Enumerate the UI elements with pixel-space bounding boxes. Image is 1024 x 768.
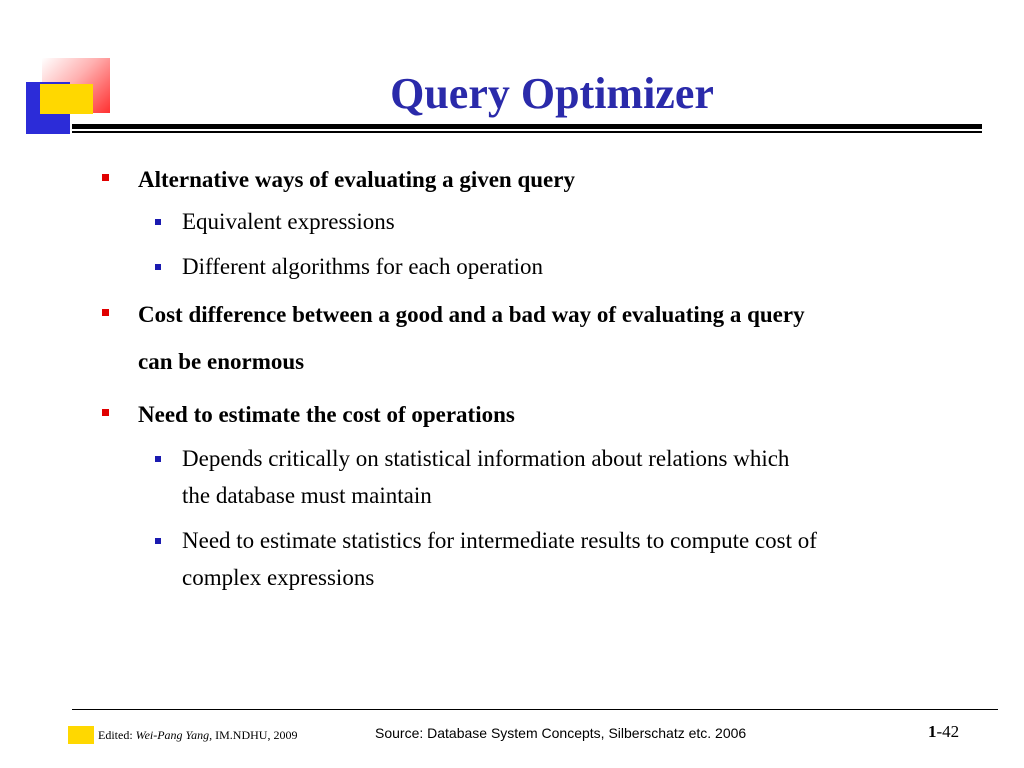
square-bullet-icon	[155, 538, 161, 544]
bullet-1	[98, 156, 978, 203]
bullet-3-text: Need to estimate the cost of operations	[138, 402, 515, 427]
footer-credit	[98, 728, 297, 743]
bullet-3-sub-1	[98, 440, 978, 514]
square-bullet-icon	[102, 409, 109, 416]
bullet-2	[98, 291, 978, 385]
footer-editor: Wei-Pang Yang,	[135, 728, 213, 742]
bullet-3	[98, 391, 978, 438]
square-bullet-icon	[102, 309, 109, 316]
bullet-3-sub-2	[98, 522, 978, 596]
footer-edited-label: Edited:	[98, 728, 136, 742]
bullet-3-sub-1-line2: the database must maintain	[182, 483, 432, 508]
bullet-2-text-line2: can be enormous	[138, 349, 305, 374]
footer-org: IM.NDHU, 2009	[212, 728, 298, 742]
footer-rule	[72, 709, 998, 710]
bullet-3-sub-2-line2: complex expressions	[182, 565, 375, 590]
chapter-number: 1	[928, 722, 937, 741]
bullet-2-text-line1: Cost difference between a good and a bad way of evaluating a query	[138, 302, 805, 327]
square-bullet-icon	[155, 219, 161, 225]
bullet-1-text: Alternative ways of evaluating a given query	[138, 167, 575, 192]
footer-yellow-square	[68, 726, 94, 744]
slide-number	[928, 722, 959, 742]
bullet-1-sub-2	[98, 248, 978, 285]
square-bullet-icon	[155, 264, 161, 270]
bullet-1-sub-2-text: Different algorithms for each operation	[182, 254, 544, 279]
bullet-1-sub-1	[98, 203, 978, 240]
logo-yellow-square	[40, 84, 93, 114]
square-bullet-icon	[102, 174, 109, 181]
bullet-3-sub-2-line1: Need to estimate statistics for intermediate results to compute cost of	[182, 528, 817, 553]
slide-content	[98, 156, 978, 596]
slide-title: Query Optimizer	[390, 69, 714, 118]
square-bullet-icon	[155, 456, 161, 462]
title-rule-thin	[72, 131, 982, 133]
bullet-1-sub-1-text: Equivalent expressions	[182, 209, 395, 234]
title-rule-thick	[72, 124, 982, 129]
footer-source: Source: Database System Concepts, Silberschatz etc. 2006	[375, 725, 747, 741]
page-number: -42	[936, 722, 960, 741]
bullet-3-sub-1-line1: Depends critically on statistical information about relations which	[182, 446, 790, 471]
